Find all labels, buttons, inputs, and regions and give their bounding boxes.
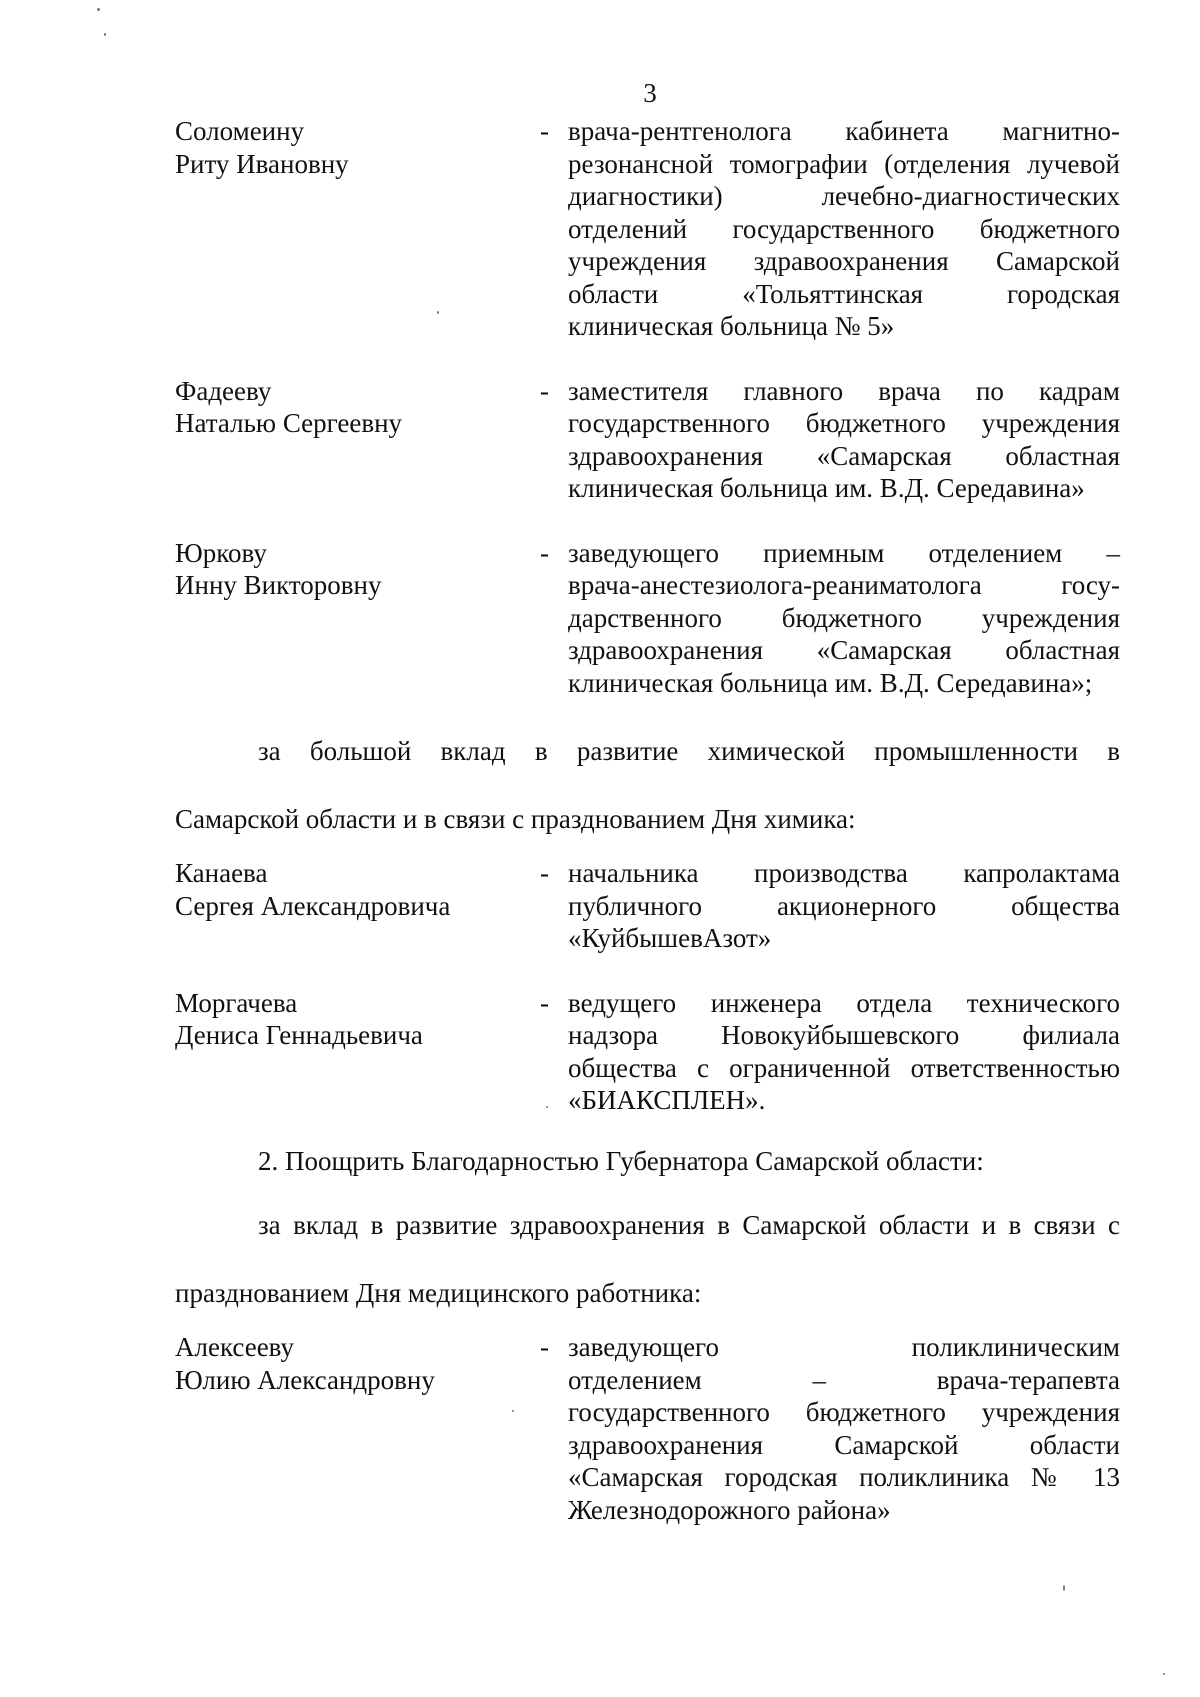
recipient-position-line: общества с ограниченной ответственностью [568, 1052, 1120, 1083]
recipient-name-line: Фадееву [175, 375, 272, 406]
recipient-position-line: отделением – врача-терапевта [568, 1364, 1120, 1395]
recipient-position-line: ведущего инженера отдела технического [568, 987, 1120, 1018]
recipient-position-line: государственного бюджетного учреждения [568, 408, 1120, 438]
award-entry [175, 115, 1120, 343]
award-entry [175, 375, 1120, 505]
recipient-position-line: области «Тольяттинская городская [568, 278, 1120, 309]
recipient-position [568, 537, 1120, 700]
award-list-gratitude [175, 1331, 1120, 1526]
award-entry [175, 857, 1120, 955]
recipient-position-line: заведующего поликлиническим [568, 1332, 1120, 1362]
recipient-name [175, 115, 540, 343]
recipient-position [568, 115, 1120, 343]
recipient-position-line: «БИАКСПЛЕН». [568, 1085, 766, 1115]
recipient-name-line: Сергея Александровича [175, 890, 451, 921]
recipient-position-line: диагностики) лечебно-диагностических [568, 181, 1120, 211]
award-entry [175, 537, 1120, 700]
paragraph-line: за большой вклад в развитие химической промышленности в [258, 736, 1120, 766]
recipient-name [175, 537, 540, 700]
recipient-name-line: Инну Викторовну [175, 570, 382, 600]
paragraph-chemistry-reason [175, 717, 1120, 853]
recipient-name [175, 857, 540, 955]
award-list-health [175, 115, 1120, 699]
recipient-name-line: Канаева [175, 858, 268, 888]
recipient-name-line: Риту Ивановну [175, 148, 349, 179]
recipient-position-line: клиническая больница № 5» [568, 311, 895, 341]
recipient-position [568, 1331, 1120, 1526]
recipient-position-line: отделений государственного бюджетного [568, 213, 1120, 244]
recipient-position-line: «Самарская городская поликлиника № 13 [568, 1462, 1120, 1492]
recipient-name [175, 987, 540, 1117]
recipient-position [568, 375, 1120, 505]
recipient-position [568, 987, 1120, 1117]
entry-dash: - [540, 987, 549, 1018]
paragraph-line: празднованием Дня медицинского работника: [175, 1278, 702, 1308]
recipient-position-line: врача-анестезиолога-реаниматолога госу- [568, 570, 1120, 600]
paragraph-health-reason [175, 1191, 1120, 1327]
award-list-chemistry [175, 857, 1120, 1117]
entry-dash: - [540, 375, 549, 406]
paragraph-line: Самарской области и в связи с празднованием Дня химика: [175, 804, 856, 834]
recipient-position-line: здравоохранения Самарской области [568, 1429, 1120, 1460]
recipient-position-line: публичного акционерного общества [568, 890, 1120, 921]
recipient-position [568, 857, 1120, 955]
entry-dash: - [540, 116, 549, 146]
section-2-heading: 2. Поощрить Благодарностью Губернатора Самарской области: [258, 1145, 984, 1176]
recipient-position-line: начальника производства капролактама [568, 858, 1120, 888]
recipient-position-line: государственного бюджетного учреждения [568, 1397, 1120, 1427]
entry-dash: - [540, 1332, 549, 1362]
recipient-position-line: заместителя главного врача по кадрам [568, 375, 1120, 406]
recipient-position-line: здравоохранения «Самарская областная [568, 440, 1120, 471]
recipient-name-line: Юркову [175, 537, 267, 568]
page-number: 3 [643, 78, 657, 108]
recipient-name-line: Дениса Геннадьевича [175, 1020, 423, 1050]
recipient-name-line: Юлию Александровну [175, 1364, 435, 1395]
entry-dash: - [540, 858, 549, 888]
recipient-position-line: клиническая больница им. В.Д. Середавина» [568, 473, 1085, 503]
document-body [175, 115, 1120, 1526]
recipient-name-line: Наталью Сергеевну [175, 408, 403, 438]
paragraph-line: за вклад в развитие здравоохранения в Самарской области и в связи с [258, 1210, 1120, 1240]
recipient-name [175, 375, 540, 505]
award-entry [175, 1331, 1120, 1526]
award-entry [175, 987, 1120, 1117]
recipient-position-line: заведующего приемным отделением – [568, 537, 1120, 568]
recipient-position-line: Железнодорожного района» [568, 1494, 891, 1525]
recipient-position-line: врача-рентгенолога кабинета магнитно- [568, 116, 1120, 146]
recipient-position-line: клиническая больница им. В.Д. Середавина»; [568, 667, 1093, 698]
recipient-name-line: Соломеину [175, 116, 305, 146]
recipient-position-line: учреждения здравоохранения Самарской [568, 246, 1120, 276]
recipient-position-line: надзора Новокуйбышевского филиала [568, 1020, 1120, 1050]
recipient-position-line: здравоохранения «Самарская областная [568, 635, 1120, 665]
recipient-name-line: Моргачева [175, 987, 298, 1018]
recipient-name-line: Алексееву [175, 1332, 295, 1362]
recipient-name [175, 1331, 540, 1526]
entry-dash: - [540, 537, 549, 568]
recipient-position-line: дарственного бюджетного учреждения [568, 602, 1120, 633]
recipient-position-line: резонансной томографии (отделения лучевой [568, 148, 1120, 179]
recipient-position-line: «КуйбышевАзот» [568, 923, 772, 953]
